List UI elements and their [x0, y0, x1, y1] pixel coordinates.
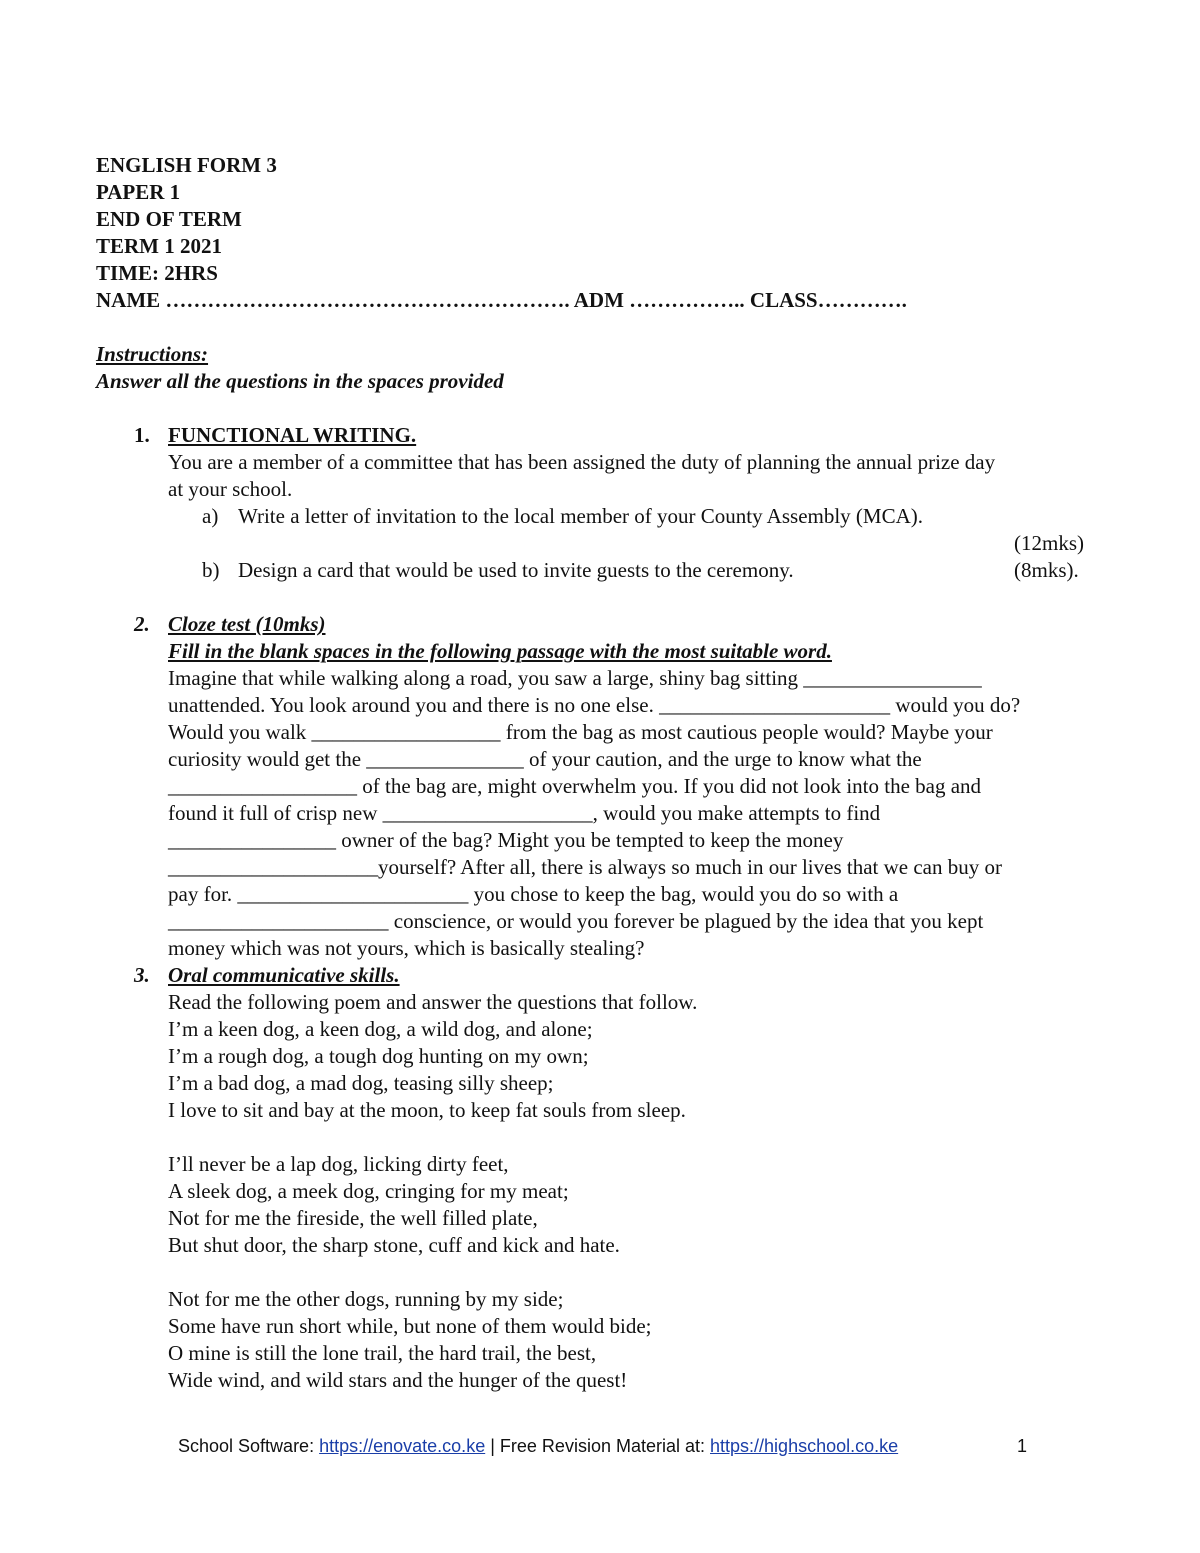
footer-separator: |	[490, 1436, 495, 1456]
cloze-line: found it full of crisp new ____________________, would you make attempts to find	[168, 801, 881, 825]
page-number: 1	[1017, 1436, 1028, 1456]
q2-instruction: Fill in the blank spaces in the following passage with the most suitable word.	[168, 639, 832, 663]
cloze-line: money which was not yours, which is basically stealing?	[168, 936, 645, 960]
poem-line: Not for me the fireside, the well filled plate,	[168, 1206, 538, 1230]
q2-number: 2.	[134, 612, 150, 636]
cloze-line: pay for. ______________________ you chose to keep the bag, would you do so with a	[168, 882, 899, 906]
poem-line: O mine is still the lone trail, the hard trail, the best,	[168, 1341, 597, 1365]
q1-number: 1.	[134, 423, 150, 447]
footer-revision-label: Free Revision Material at:	[499, 1436, 705, 1456]
poem-line: But shut door, the sharp stone, cuff and kick and hate.	[168, 1233, 620, 1257]
q2-title: Cloze test (10mks)	[168, 612, 326, 636]
q1a-text: Write a letter of invitation to the local member of your County Assembly (MCA).	[238, 504, 924, 528]
q3-title: Oral communicative skills.	[168, 963, 400, 987]
student-details-line: NAME …………………………………………………. ADM …………….. CLASS………….	[96, 288, 907, 312]
poem-line: Wide wind, and wild stars and the hunger of the quest!	[168, 1368, 628, 1392]
exam-term: TERM 1 2021	[96, 234, 222, 258]
q1b-label: b)	[202, 558, 220, 582]
poem-line: I love to sit and bay at the moon, to keep fat souls from sleep.	[168, 1098, 686, 1122]
poem-line: A sleek dog, a meek dog, cringing for my meat;	[168, 1179, 569, 1203]
poem-line: Some have run short while, but none of them would bide;	[168, 1314, 652, 1338]
poem-line: Not for me the other dogs, running by my side;	[168, 1287, 564, 1311]
cloze-line: ________________ owner of the bag? Might you be tempted to keep the money	[168, 828, 844, 852]
cloze-line: unattended. You look around you and there is no one else. ______________________ would you do?	[168, 693, 1021, 717]
footer-software-link[interactable]: https://enovate.co.ke	[319, 1436, 486, 1456]
q1b-marks: (8mks).	[1014, 558, 1079, 582]
q3-number: 3.	[134, 963, 150, 987]
cloze-line: Would you walk __________________ from the bag as most cautious people would? Maybe your	[168, 720, 993, 744]
cloze-line: _____________________ conscience, or would you forever be plagued by the idea that you kept	[168, 909, 984, 933]
cloze-line: __________________ of the bag are, might overwhelm you. If you did not look into the bag and	[168, 774, 982, 798]
poem-line: I’ll never be a lap dog, licking dirty feet,	[168, 1152, 509, 1176]
cloze-line: Imagine that while walking along a road, you saw a large, shiny bag sitting _________________	[168, 666, 982, 690]
q1a-marks: (12mks)	[1014, 531, 1084, 555]
exam-subject: ENGLISH FORM 3	[96, 153, 277, 177]
instructions-text: Answer all the questions in the spaces provided	[96, 369, 504, 393]
q1-title: FUNCTIONAL WRITING.	[168, 423, 417, 447]
footer-revision-link[interactable]: https://highschool.co.ke	[710, 1436, 899, 1456]
q1-text-line: at your school.	[168, 477, 293, 501]
instructions-label: Instructions:	[96, 342, 209, 366]
footer-software-label: School Software:	[178, 1436, 315, 1456]
poem-line: I’m a keen dog, a keen dog, a wild dog, and alone;	[168, 1017, 593, 1041]
q1-text-line: You are a member of a committee that has been assigned the duty of planning the annual prize day	[168, 450, 996, 474]
exam-paper: PAPER 1	[96, 180, 181, 204]
q1b-text: Design a card that would be used to invite guests to the ceremony.	[238, 558, 794, 582]
exam-period: END OF TERM	[96, 207, 242, 231]
poem-line: I’m a rough dog, a tough dog hunting on my own;	[168, 1044, 589, 1068]
page-footer	[178, 1434, 898, 1458]
q3-intro: Read the following poem and answer the questions that follow.	[168, 990, 698, 1014]
cloze-line: curiosity would get the _______________ of your caution, and the urge to know what the	[168, 747, 922, 771]
q1a-label: a)	[202, 504, 219, 528]
cloze-line: ____________________yourself? After all, there is always so much in our lives that we can buy or	[168, 855, 1002, 879]
exam-time: TIME: 2HRS	[96, 261, 218, 285]
poem-line: I’m a bad dog, a mad dog, teasing silly sheep;	[168, 1071, 554, 1095]
